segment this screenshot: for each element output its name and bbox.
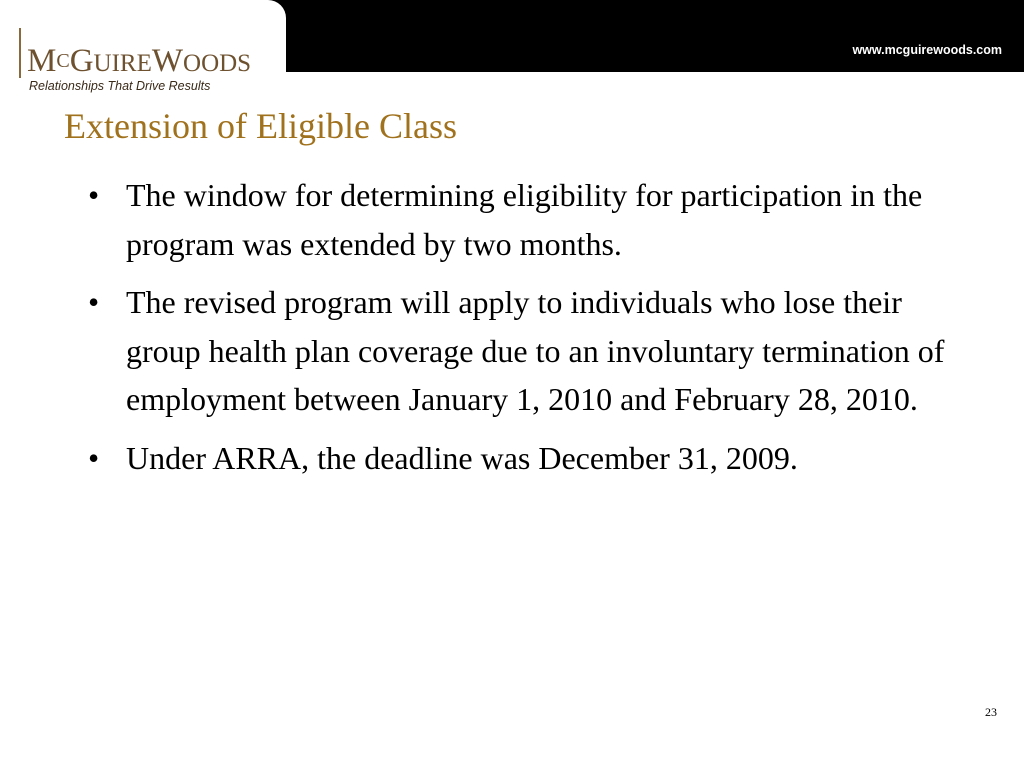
logo-letters-uire: UIRE [93, 50, 152, 77]
bullet-marker: • [88, 439, 100, 476]
slide-title: Extension of Eligible Class [64, 106, 457, 146]
website-url: www.mcguirewoods.com [852, 43, 1002, 57]
bullet-item [82, 278, 962, 424]
logo-letter-c: C [56, 50, 70, 72]
logo-letter-g: G [69, 43, 94, 79]
page-number: 23 [985, 705, 997, 719]
bullet-text: The revised program will apply to individuals who lose their group health plan coverage due to an involuntary termination of employment between January 1, 2010 and February 28, 2010. [126, 284, 945, 417]
logo-letter-w: W [151, 43, 184, 79]
company-logo [27, 44, 251, 81]
logo-letters-oods: OODS [183, 50, 252, 77]
bullet-item [82, 171, 962, 268]
bullet-marker: • [88, 284, 100, 320]
bullet-text: The window for determining eligibility for participation in the program was extended by two months. [126, 177, 923, 262]
bullet-marker: • [88, 177, 100, 213]
logo-letter-m: M [27, 43, 57, 79]
logo-divider [19, 28, 21, 78]
bullet-list [82, 171, 962, 492]
logo-panel [0, 0, 286, 100]
bullet-text: Under ARRA, the deadline was December 31, 2009. [126, 439, 798, 476]
logo-tagline: Relationships That Drive Results [29, 79, 211, 93]
bullet-item [82, 434, 962, 483]
